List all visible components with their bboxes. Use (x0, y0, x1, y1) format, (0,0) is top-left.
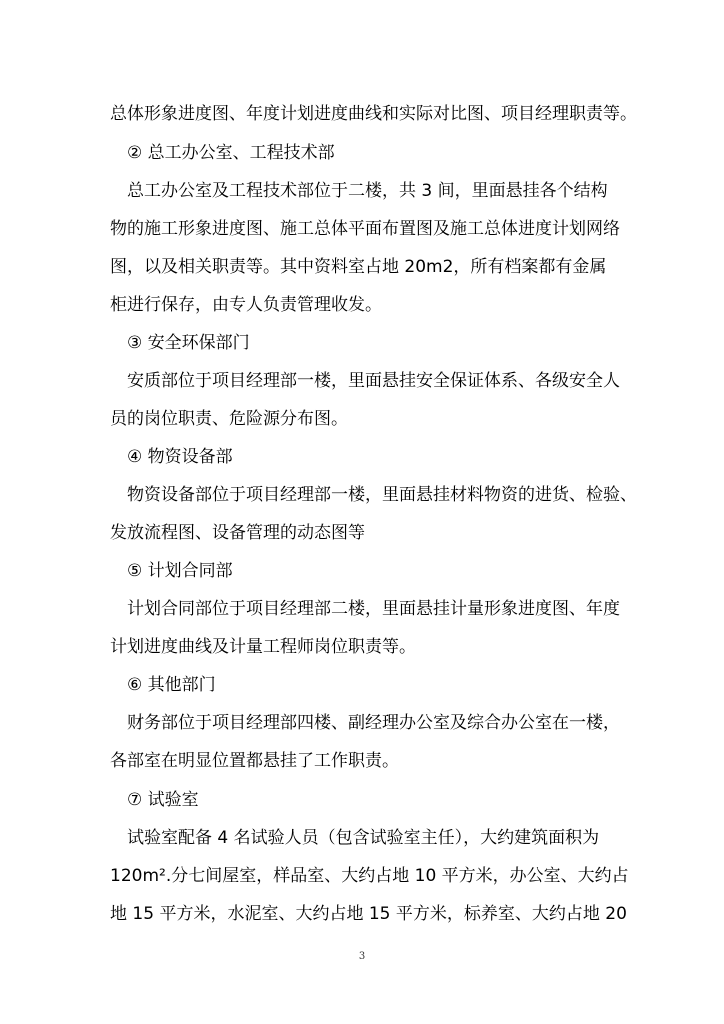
paragraph-first-line: 试验室配备 4 名试验人员（包含试验室主任），大约建筑面积为 (127, 828, 600, 848)
body-line: 图，以及相关职责等。其中资料室占地 20m2，所有档案都有金属 (110, 257, 607, 277)
body-line: 柜进行保存，由专人负责管理收发。 (110, 295, 382, 315)
paragraph-first-line: 总工办公室及工程技术部位于二楼，共 3 间，里面悬挂各个结构 (127, 181, 608, 201)
body-line: 发放流程图、设备管理的动态图等 (110, 523, 365, 543)
paragraph-first-line: 计划合同部位于项目经理部二楼，里面悬挂计量形象进度图、年度 (127, 599, 620, 619)
section-heading: ⑥ 其他部门 (127, 675, 216, 695)
body-line: 总体形象进度图、年度计划进度曲线和实际对比图、项目经理职责等。 (110, 104, 637, 124)
paragraph-first-line: 安质部位于项目经理部一楼，里面悬挂安全保证体系、各级安全人 (127, 371, 620, 391)
section-heading: ④ 物资设备部 (127, 447, 233, 467)
body-line: 120m².分七间屋室，样品室、大约占地 10 平方米，办公室、大约占 (110, 866, 629, 886)
body-line: 物的施工形象进度图、施工总体平面布置图及施工总体进度计划网络 (110, 219, 620, 239)
section-heading: ② 总工办公室、工程技术部 (127, 143, 335, 163)
body-line: 各部室在明显位置都悬挂了工作职责。 (110, 751, 399, 771)
body-line: 地 15 平方米，水泥室、大约占地 15 平方米，标养室、大约占地 20 (110, 904, 627, 924)
paragraph-first-line: 财务部位于项目经理部四楼、副经理办公室及综合办公室在一楼， (127, 713, 620, 733)
paragraph-first-line: 物资设备部位于项目经理部一楼，里面悬挂材料物资的进货、检验、 (127, 485, 637, 505)
section-heading: ⑦ 试验室 (127, 790, 199, 810)
page-number: 3 (358, 951, 366, 962)
body-line: 计划进度曲线及计量工程师岗位职责等。 (110, 637, 416, 657)
section-heading: ⑤ 计划合同部 (127, 561, 233, 581)
body-line: 员的岗位职责、危险源分布图。 (110, 409, 348, 429)
section-heading: ③ 安全环保部门 (127, 333, 250, 353)
